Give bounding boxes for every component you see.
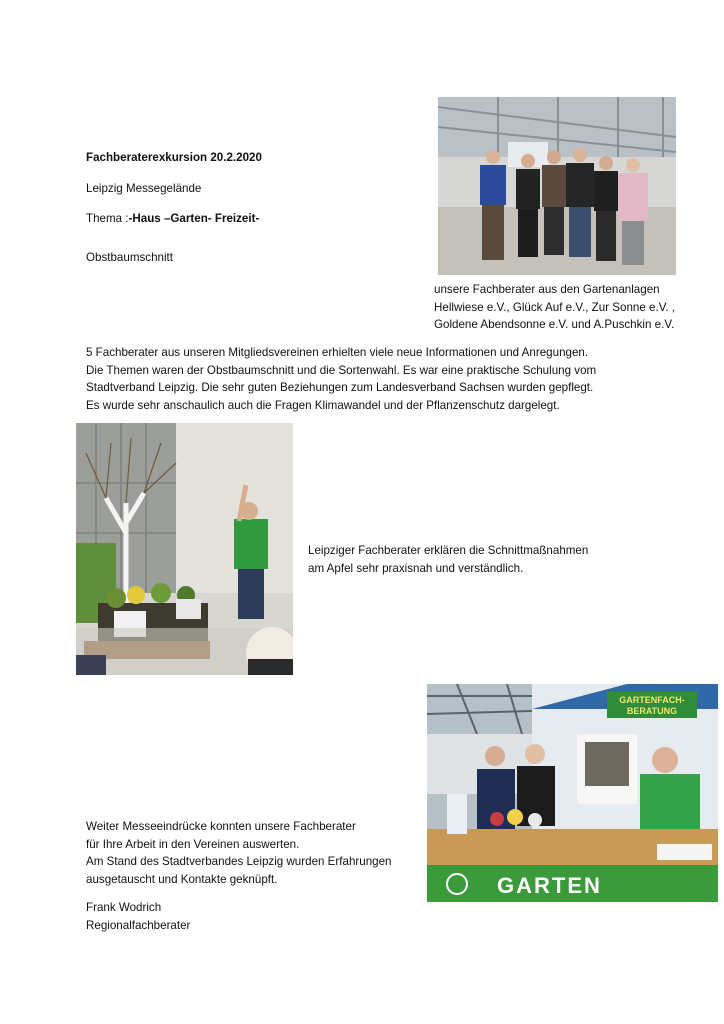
paragraph-line: Am Stand des Stadtverbandes Leipzig wurden Erfahrungen [86,855,392,868]
paragraph-line: 5 Fachberater aus unseren Mitgliedsvereinen erhielten viele neue Informationen und Anregungen. [86,346,589,359]
signature-name: Frank Wodrich [86,901,162,914]
theme-line [86,211,259,226]
theme-title: -Haus –Garten- Freizeit- [128,212,260,225]
theme-prefix: Thema : [86,212,129,225]
paragraph-line: Es wurde sehr anschaulich auch die Fragen Klimawandel und der Pflanzenschutz dargelegt. [86,398,560,412]
caption-line: unsere Fachberater aus den Gartenanlagen [434,283,660,296]
booth-sign-line1: GARTENFACH- [619,695,685,705]
signature-role: Regionalfachberater [86,918,191,932]
caption-line: Hellwiese e.V., Glück Auf e.V., Zur Sonne e.V. , [434,300,676,314]
location-line: Leipzig Messegelände [86,182,202,195]
counter-brand-text: GARTEN [497,873,602,898]
photo2-caption [308,542,588,577]
paragraph-line: Die Themen waren der Obstbaumschnitt und die Sortenwahl. Es war eine praktische Schulung vom [86,363,597,377]
caption-line: am Apfel sehr praxisnah und verständlich. [308,561,524,575]
closing-paragraph [86,818,392,888]
advice-booth-photo [427,684,718,902]
booth-sign-line2: BERATUNG [626,706,678,716]
paragraph-line: Stadtverband Leipzig. Die sehr guten Beziehungen zum Landesverband Sachsen wurden gepflegt. [86,381,594,394]
pruning-demo-photo [76,423,293,675]
paragraph-line: Weiter Messeeindrücke konnten unsere Fachberater [86,820,356,833]
group-photo [438,97,676,275]
document-title: Fachberaterexkursion 20.2.2020 [86,151,262,164]
paragraph-line: für Ihre Arbeit in den Vereinen auswerten. [86,837,300,851]
signature-block [86,899,190,934]
paragraph-line: ausgetauscht und Kontakte geknüpft. [86,872,278,886]
body-paragraph [86,344,596,414]
topic-line: Obstbaumschnitt [86,251,173,264]
caption-line: Goldene Abendsonne e.V. und A.Puschkin e.V. [434,318,675,331]
caption-line: Leipziger Fachberater erklären die Schnittmaßnahmen [308,544,589,557]
photo1-caption [434,281,675,334]
